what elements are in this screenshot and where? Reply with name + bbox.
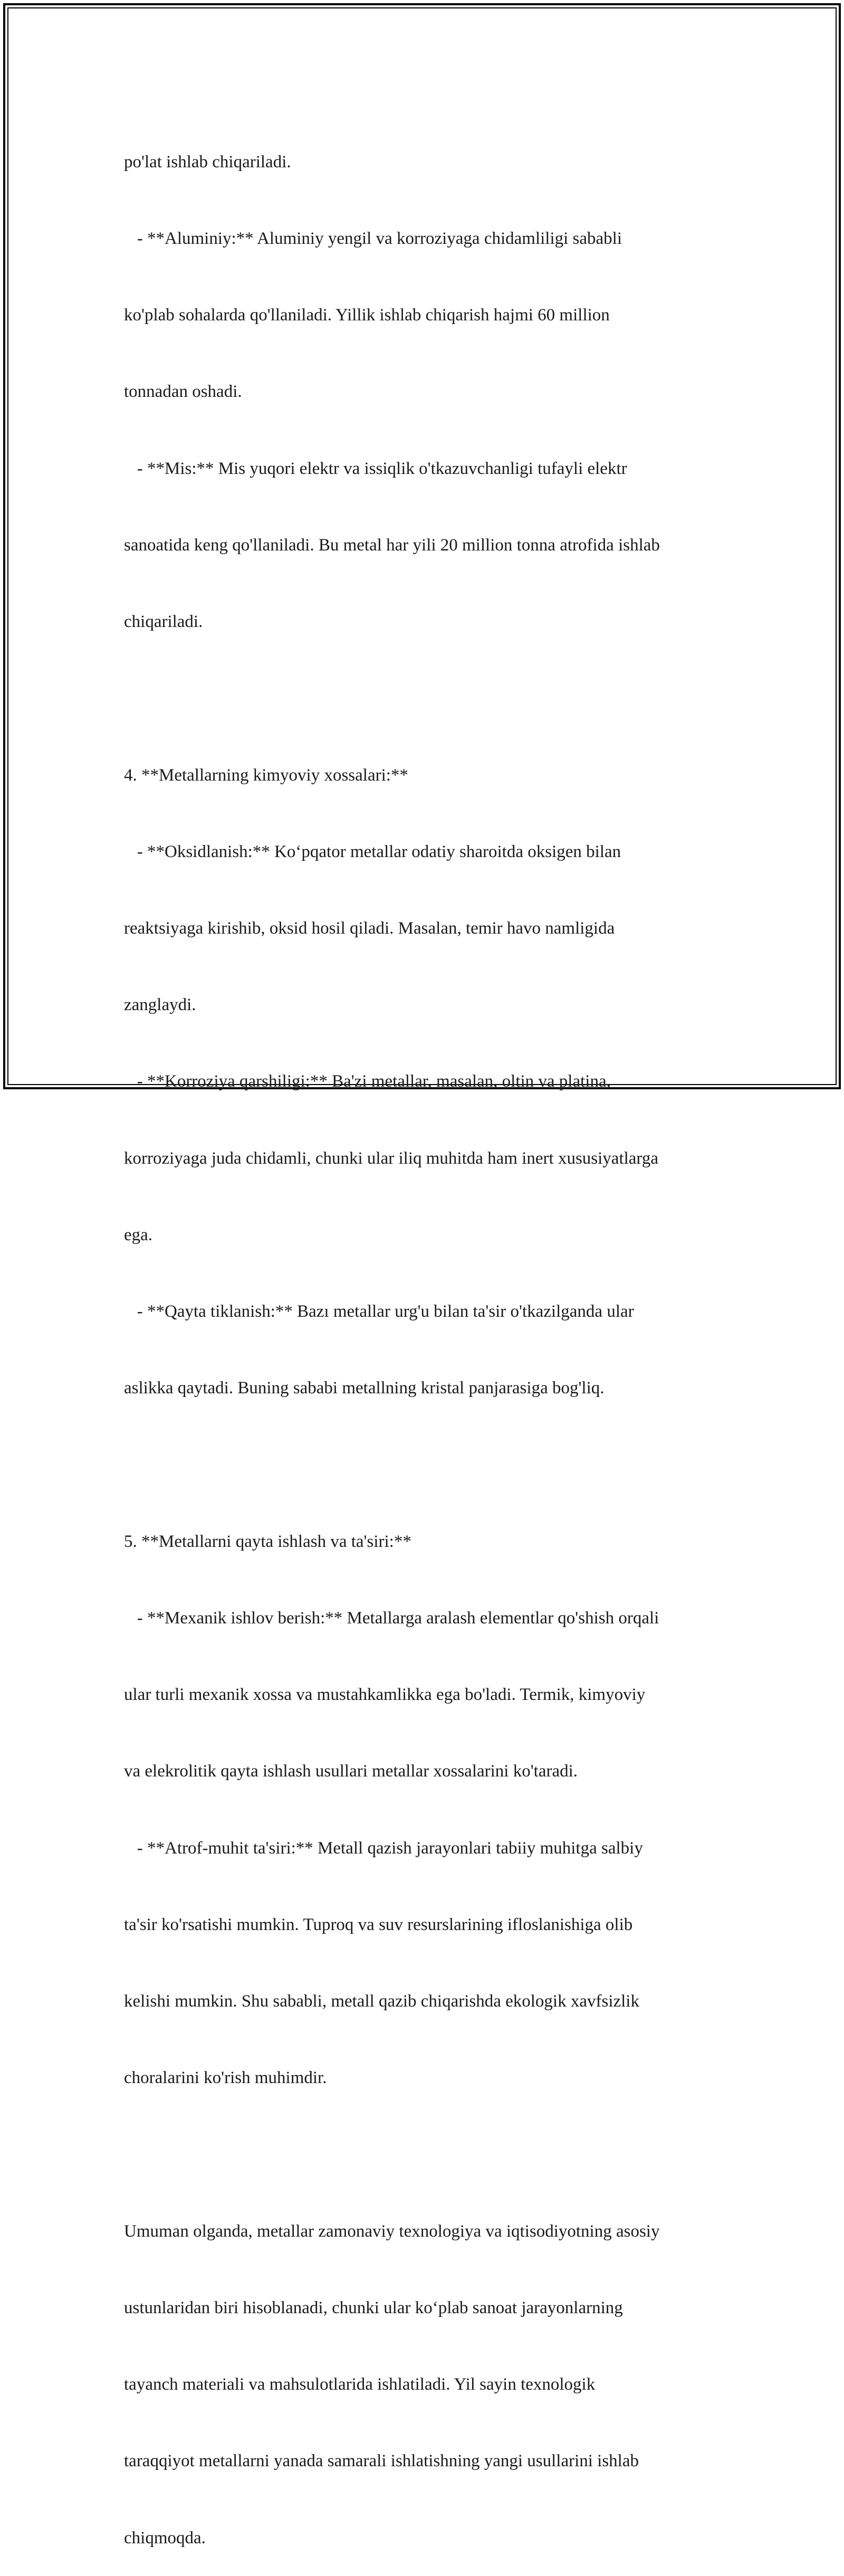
blank-line <box>124 2142 736 2167</box>
section-heading: 4. **Metallarning kimyoviy xossalari:** <box>124 765 408 785</box>
text-line: - **Atrof-muhit ta'siri:** Metall qazish jarayonlari tabiiy muhitga salbiy <box>124 1838 643 1858</box>
text-line: ular turli mexanik xossa va mustahkamlikka ega bo'ladi. Termik, kimyoviy <box>124 1685 646 1705</box>
text-line: zanglaydi. <box>124 995 196 1015</box>
conclusion-line: Umuman olganda, metallar zamonaviy texnologiya va iqtisodiyotning asosiy <box>124 2221 660 2241</box>
text-line: - **Mexanik ishlov berish:** Metallarga aralash elementlar qo'shish orqali <box>124 1608 659 1628</box>
text-line: - **Oksidlanish:** Ko‘pqator metallar odatiy sharoitda oksigen bilan <box>124 842 621 861</box>
conclusion-line: tayanch materiali va mahsulotlarida ishlatiladi. Yil sayin texnologik <box>124 2375 596 2394</box>
blank-line <box>124 1452 736 1478</box>
text-line: ta'sir ko'rsatishi mumkin. Tuproq va suv resurslarining ifloslanishiga olib <box>124 1915 633 1934</box>
document-body <box>124 98 736 2576</box>
text-line: - **Qayta tiklanish:** Bazı metallar urg'u bilan ta'sir o'tkazilganda ular <box>124 1302 634 1322</box>
blank-line <box>124 686 736 711</box>
text-line: choralarini ko'rish muhimdir. <box>124 2068 327 2088</box>
text-line: sanoatida keng qo'llaniladi. Bu metal har yili 20 million tonna atrofida ishlab <box>124 535 660 555</box>
text-line: tonnadan oshadi. <box>124 382 242 402</box>
section-heading: 5. **Metallarni qayta ishlash va ta'siri:** <box>124 1532 411 1551</box>
conclusion-line: chiqmoqda. <box>124 2528 206 2548</box>
text-line: po'lat ishlab chiqariladi. <box>124 152 291 172</box>
text-line: - **Aluminiy:** Aluminiy yengil va korroziyaga chidamliligi sababli <box>124 229 622 249</box>
text-line: chiqariladi. <box>124 612 203 632</box>
conclusion-line: taraqqiyot metallarni yanada samarali ishlatishning yangi usullarini ishlab <box>124 2451 639 2471</box>
text-line: kelishi mumkin. Shu sababli, metall qazib chiqarishda ekologik xavfsizlik <box>124 1992 639 2011</box>
text-line: ko'plab sohalarda qo'llaniladi. Yillik ishlab chiqarish hajmi 60 million <box>124 306 610 325</box>
text-line: - **Mis:** Mis yuqori elektr va issiqlik o'tkazuvchanligi tufayli elektr <box>124 459 627 478</box>
text-line: va elekrolitik qayta ishlash usullari metallar xossalarini ko'taradi. <box>124 1762 578 1781</box>
text-line: - **Korroziya qarshiligi:** Ba'zi metallar, masalan, oltin va platina, <box>124 1072 611 1091</box>
text-line: korroziyaga juda chidamli, chunki ular iliq muhitda ham inert xususiyatlarga <box>124 1148 658 1168</box>
text-line: reaktsiyaga kirishib, oksid hosil qiladi. Masalan, temir havo namligida <box>124 918 615 938</box>
text-line: ega. <box>124 1225 153 1244</box>
text-line: aslikka qaytadi. Buning sababi metallning kristal panjarasiga bog'liq. <box>124 1379 605 1398</box>
conclusion-line: ustunlaridan biri hisoblanadi, chunki ular ko‘plab sanoat jarayonlarning <box>124 2298 623 2317</box>
